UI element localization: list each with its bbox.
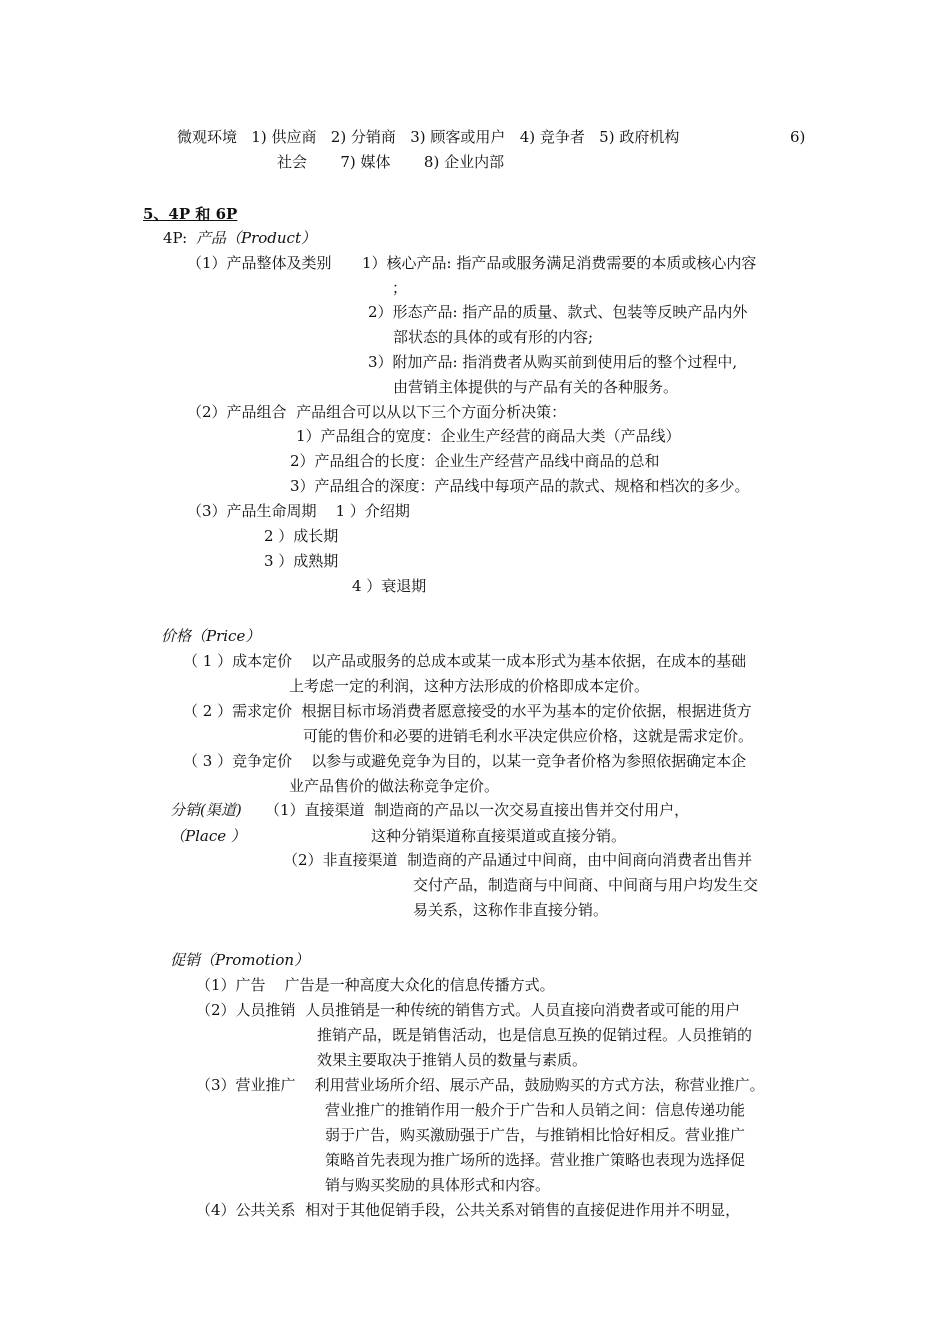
micro-env-line-1: 微观环境 1) 供应商 2) 分销商 3) 顾客或用户 4) 竞争者 5) 政府机构 [177,128,680,146]
price-c2a: （ 2 ）需求定价 根据目标市场消费者愿意接受的水平为基本的定价依据，根据进货方 [183,702,752,720]
product-p1-3b: 由营销主体提供的与产品有关的各种服务。 [393,378,679,396]
product-p1-1b: ； [392,279,408,297]
promotion-e2a: （2）人员推销 人员推销是一种传统的销售方式。人员直接向消费者或可能的用户 [196,1001,741,1019]
product-p3-head: （3）产品生命周期 1 ）介绍期 [187,502,410,520]
promotion-e2b: 推销产品，既是销售活动，也是信息互换的促销过程。人员推销的 [317,1026,753,1044]
price-c1b: 上考虑一定的利润，这种方法形成的价格即成本定价。 [289,677,650,695]
product-p1-2a: 2）形态产品: 指产品的质量、款式、包装等反映产品内外 [368,303,748,321]
promotion-e3c: 弱于广告，购买激励强于广告，与推销相比恰好相反。营业推广 [325,1126,746,1144]
promotion-label: 促销（Promotion） [170,951,310,969]
product-label: 产品（Product） [196,229,316,247]
micro-env-line-2: 社会 7) 媒体 8) 企业内部 [277,153,505,171]
product-p3-4: 4 ）衰退期 [352,577,427,595]
promotion-e3b: 营业推广的推销作用一般介于广告和人员销之间：信息传递功能 [325,1101,746,1119]
promotion-e4: （4）公共关系 相对于其他促销手段，公共关系对销售的直接促进作用并不明显， [196,1201,741,1219]
product-p1-2b: 部状态的具体的或有形的内容; [393,328,594,346]
place-d2c: 易关系，这称作非直接分销。 [413,901,609,919]
product-p1-3a: 3）附加产品: 指消费者从购买前到使用后的整个过程中, [368,353,738,371]
section-heading: 5、4P 和 6P [143,205,238,223]
promotion-e1: （1）广告 广告是一种高度大众化的信息传播方式。 [196,976,555,994]
price-c3a: （ 3 ）竞争定价 以参与或避免竞争为目的，以某一竞争者价格为参照依据确定本企 [183,752,747,770]
promotion-e3e: 销与购买奖励的具体形式和内容。 [325,1176,551,1194]
price-c2b: 可能的售价和必要的进销毛利水平决定供应价格，这就是需求定价。 [303,727,754,745]
product-p3-2: 2 ）成长期 [264,527,339,545]
price-c3b: 业产品售价的做法称竞争定价。 [289,777,500,795]
product-p2-2: 2）产品组合的长度：企业生产经营产品线中商品的总和 [290,452,660,470]
place-d1b: 这种分销渠道称直接渠道或直接分销。 [371,827,627,845]
product-p3-3: 3 ）成熟期 [264,552,339,570]
product-p2-1: 1）产品组合的宽度：企业生产经营的商品大类（产品线） [296,427,681,445]
micro-env-num-6: 6) [790,128,806,146]
place-d2a: （2）非直接渠道 制造商的产品通过中间商，由中间商向消费者出售并 [283,851,753,869]
promotion-e2c: 效果主要取决于推销人员的数量与素质。 [317,1051,588,1069]
product-p2-3: 3）产品组合的深度：产品线中每项产品的款式、规格和档次的多少。 [290,477,750,495]
product-p2-head: （2）产品组合 产品组合可以从以下三个方面分析决策： [187,403,567,421]
place-label-1: 分销(渠道) [170,801,242,819]
place-d2b: 交付产品，制造商与中间商、中间商与用户均发生交 [413,876,759,894]
price-label: 价格（Price） [161,627,261,645]
promotion-e3a: （3）营业推广 利用营业场所介绍、展示产品，鼓励购买的方式方法，称营业推广。 [196,1076,765,1094]
product-p1-head: （1）产品整体及类别 [187,254,332,272]
product-p1-1: 1）核心产品: 指产品或服务满足消费需要的本质或核心内容 [362,254,757,272]
place-label-2: （Place ） [170,827,246,845]
price-c1a: （ 1 ）成本定价 以产品或服务的总成本或某一成本形式为基本依据，在成本的基础 [183,652,747,670]
place-d1a: （1）直接渠道 制造商的产品以一次交易直接出售并交付用户， [265,801,690,819]
promotion-e3d: 策略首先表现为推广场所的选择。营业推广策略也表现为选择促 [325,1151,746,1169]
fourp-label: 4P: [163,229,188,247]
